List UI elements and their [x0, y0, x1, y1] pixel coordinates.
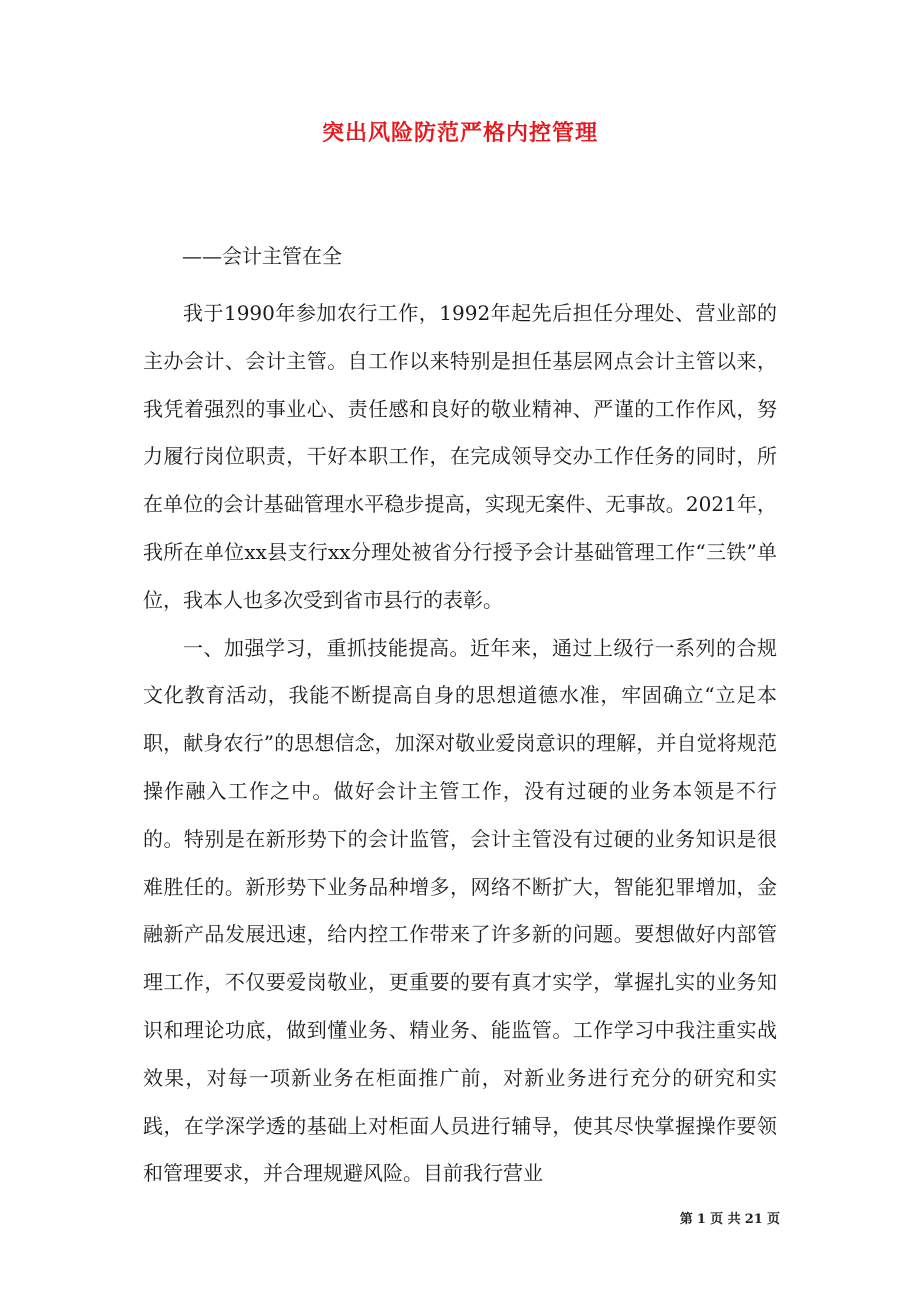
paragraph-section-one: 一、加强学习，重抓技能提高。近年来，通过上级行一系列的合规文化教育活动，我能不断提高自身的思想道德水准，牢固确立“立足本职，献身农行”的思想信念，加深对敬业爱岗意识的理解，并自觉将规范操作融入工作之中。做好会计主管工作，没有过硬的业务本领是不行的。特别是在新形势下的会计监管，会计主管没有过硬的业务知识是很难胜任的。新形势下业务品种增多，网络不断扩大，智能犯罪增加，金融新产品发展迅速，给内控工作带来了许多新的问题。要想做好内部管理工作，不仅要爱岗敬业，更重要的要有真才实学，掌握扎实的业务知识和理论功底，做到懂业务、精业务、能监管。工作学习中我注重实战效果，对每一项新业务在柜面推广前，对新业务进行充分的研究和实践，在学深学透的基础上对柜面人员进行辅导，使其尽快掌握操作要领和管理要求，并合理规避风险。目前我行营业: [143, 635, 777, 1186]
document-body: [143, 290, 777, 1198]
footer-current-page: 1: [696, 1212, 706, 1227]
page-footer: [600, 1208, 780, 1227]
footer-prefix: 第: [679, 1212, 693, 1227]
document-title: 突出风险防范严格内控管理: [321, 120, 598, 146]
footer-total-pages: 21: [744, 1212, 763, 1227]
paragraph-intro: 我于1990年参加农行工作，1992年起先后担任分理处、营业部的主办会计、会计主管。自工作以来特别是担任基层网点会计主管以来，我凭着强烈的事业心、责任感和良好的敬业精神、严谨的工作作风，努力履行岗位职责，干好本职工作，在完成领导交办工作任务的同时，所在单位的会计基础管理水平稳步提高，实现无案件、无事故。2021年，我所在单位xx县支行xx分理处被省分行授予会计基础管理工作“三铁”单位，我本人也多次受到省市县行的表彰。: [143, 301, 777, 612]
footer-suffix: 页: [766, 1212, 780, 1227]
document-subtitle: ——会计主管在全: [182, 244, 342, 268]
footer-middle: 页 共: [710, 1212, 741, 1227]
